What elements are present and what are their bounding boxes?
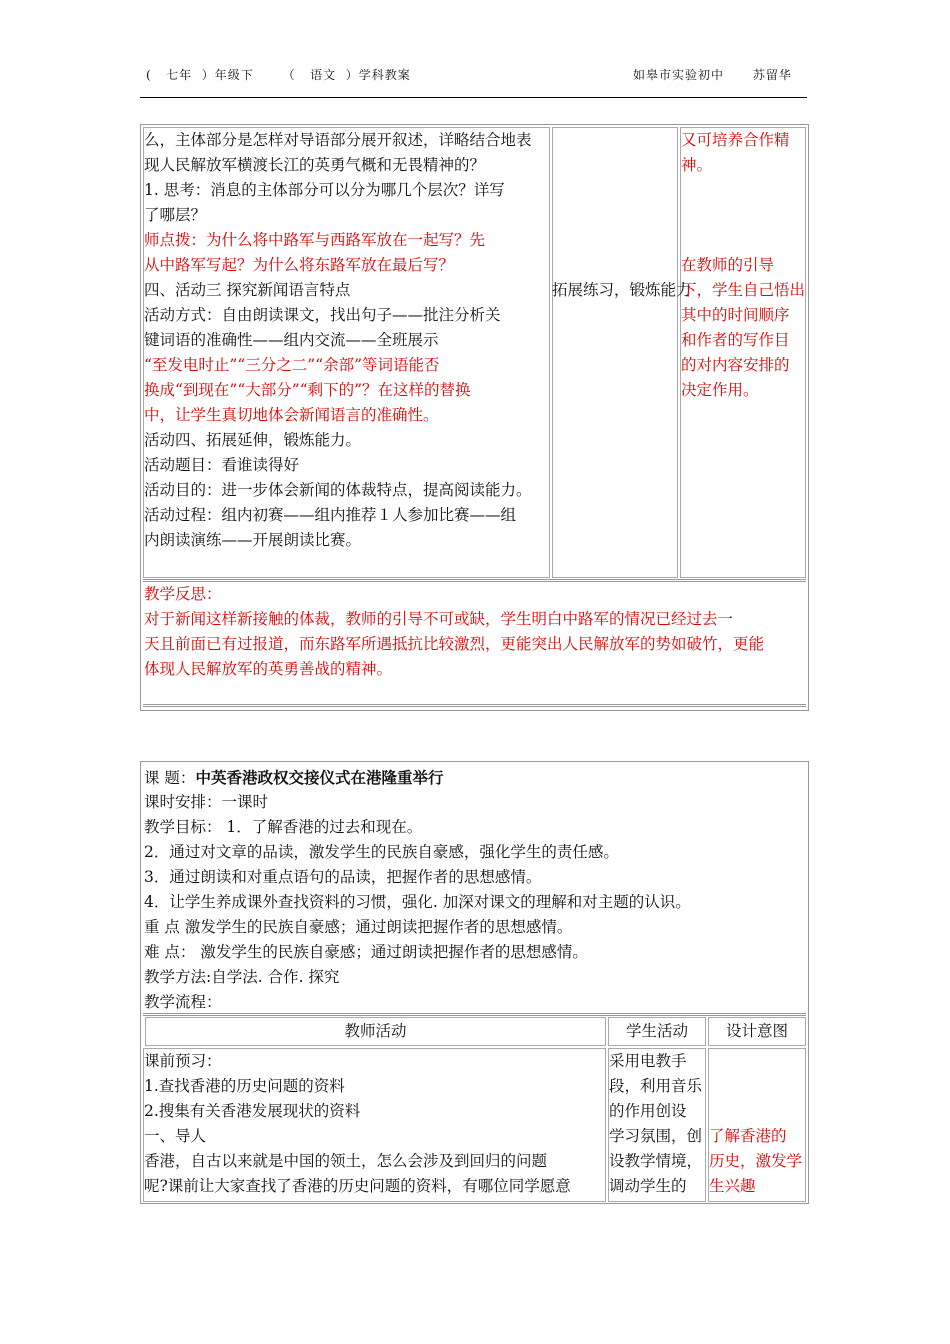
teacher-line: 四、活动三 探究新闻语言特点	[144, 281, 351, 299]
design-intent-text	[681, 128, 805, 403]
reflection-text	[144, 607, 764, 682]
teacher-line: 现人民解放军横渡长江的英勇气概和无畏精神的？	[144, 156, 486, 174]
teacher-line: 活动过程：组内初赛——组内推荐１人参加比赛——组	[144, 506, 517, 524]
info-line: 教学流程：	[144, 993, 222, 1011]
header-rule	[140, 97, 807, 98]
info-line: 难 点： 激发学生的民族自豪感；通过朗读把握作者的思想感情。	[144, 943, 588, 961]
design-line: 历史，激发学	[709, 1152, 803, 1170]
teacher-line: 中，让学生真切地体会新闻语言的准确性。	[144, 406, 439, 424]
flow-student-text	[609, 1049, 702, 1199]
design-line: 的对内容安排的	[681, 356, 790, 374]
reflection-divider	[143, 579, 806, 582]
student-line: 学习氛围，创	[609, 1127, 703, 1145]
info-line: 2．通过对文章的品读，激发学生的民族自豪感，强化学生的责任感。	[144, 843, 619, 861]
teacher-line: 从中路军写起？为什么将东路军放在最后写？	[144, 256, 455, 274]
col-header-student: 学生活动	[625, 1022, 688, 1040]
teacher-line: 活动四、拓展延伸，锻炼能力。	[144, 431, 362, 449]
design-line: 下，学生自己悟出	[681, 281, 806, 299]
info-line: 教学目标： 1．了解香港的过去和现在。	[144, 818, 423, 836]
info-line: 课时安排：一课时	[144, 793, 269, 811]
design-line: 神。	[681, 156, 713, 174]
header-right: 如皋市实验初中 苏留华	[633, 68, 792, 82]
student-line: 调动学生的	[609, 1177, 687, 1195]
teacher-line: 么，主体部分是怎样对导语部分展开叙述，详略结合地表	[144, 131, 532, 149]
student-line: 设教学情境，	[609, 1152, 703, 1170]
design-line: 又可培养合作精	[681, 131, 790, 149]
col-header-design: 设计意图	[725, 1022, 788, 1040]
flow-design-text	[709, 1124, 802, 1199]
design-line: 生兴趣	[709, 1177, 756, 1195]
table-1-bottom-rule	[143, 704, 806, 707]
design-line: 和作者的写作目	[681, 331, 790, 349]
teacher-line: “至发电时止”“三分之二”“余部”等词语能否	[144, 356, 440, 374]
student-line: 采用电教手	[609, 1052, 687, 1070]
lesson-topic	[144, 765, 443, 791]
teacher-line: 活动题目：看谁读得好	[144, 456, 300, 474]
teacher-line: 1.查找香港的历史问题的资料	[144, 1077, 345, 1095]
teacher-activity-text	[144, 128, 532, 553]
reflection-title: 教学反思：	[144, 585, 222, 603]
design-line: 决定作用。	[681, 381, 759, 399]
teacher-line: 一、导人	[144, 1127, 207, 1145]
header-left: ( 七年 ）年级下 （ 语文 ）学科教案	[146, 68, 411, 82]
design-line: 其中的时间顺序	[681, 306, 790, 324]
student-line: 段，利用音乐	[609, 1077, 703, 1095]
student-line: 的作用创设	[609, 1102, 687, 1120]
reflection-line: 对于新闻这样新接触的体裁，教师的引导不可或缺，学生明白中路军的情况已经过去一	[144, 610, 734, 628]
flow-teacher-text	[144, 1049, 571, 1199]
info-line: 重 点 激发学生的民族自豪感；通过朗读把握作者的思想感情。	[144, 918, 573, 936]
teacher-line: 师点拨：为什么将中路军与西路军放在一起写？先	[144, 231, 486, 249]
lesson-info	[144, 790, 691, 1015]
teacher-line: 1. 思考：消息的主体部分可以分为哪几个层次？详写	[144, 181, 505, 199]
topic-title: 中英香港政权交接仪式在港隆重举行	[195, 768, 444, 787]
reflection-line: 天且前面已有过报道，而东路军所遇抵抗比较激烈，更能突出人民解放军的势如破竹，更能	[144, 635, 765, 653]
info-line: 4．让学生养成课外查找资料的习惯，强化. 加深对课文的理解和对主题的认识。	[144, 893, 691, 911]
info-line: 3．通过朗读和对重点语句的品读，把握作者的思想感情。	[144, 868, 542, 886]
flow-table-top-rule	[143, 1013, 806, 1016]
design-line: 在教师的引导	[681, 256, 775, 274]
teacher-line: 内朗读演练——开展朗读比赛。	[144, 531, 362, 549]
teacher-line: 课前预习：	[144, 1052, 222, 1070]
reflection-line: 体现人民解放军的英勇善战的精神。	[144, 660, 393, 678]
teacher-line: 活动方式：自由朗读课文，找出句子——批注分析关	[144, 306, 501, 324]
teacher-line: 呢?课前让大家查找了香港的历史问题的资料，有哪位同学愿意	[144, 1177, 571, 1195]
info-line: 教学方法:自学法. 合作. 探究	[144, 968, 340, 986]
student-activity-text: 拓展练习，锻炼能力	[552, 281, 692, 299]
col-header-teacher: 教师活动	[344, 1022, 407, 1040]
teacher-line: 换成“到现在”“大部分”“剩下的”？在这样的替换	[144, 381, 471, 399]
student-activity-cell	[552, 127, 678, 578]
design-line: 了解香港的	[709, 1127, 787, 1145]
teacher-line: 了哪层？	[144, 206, 207, 224]
teacher-line: 香港，自古以来就是中国的领土，怎么会涉及到回归的问题	[144, 1152, 548, 1170]
topic-label: 课 题：	[144, 769, 196, 787]
teacher-line: 键词语的准确性——组内交流——全班展示	[144, 331, 439, 349]
teacher-line: 2.搜集有关香港发展现状的资料	[144, 1102, 361, 1120]
teacher-line: 活动目的：进一步体会新闻的体裁特点，提高阅读能力。	[144, 481, 532, 499]
